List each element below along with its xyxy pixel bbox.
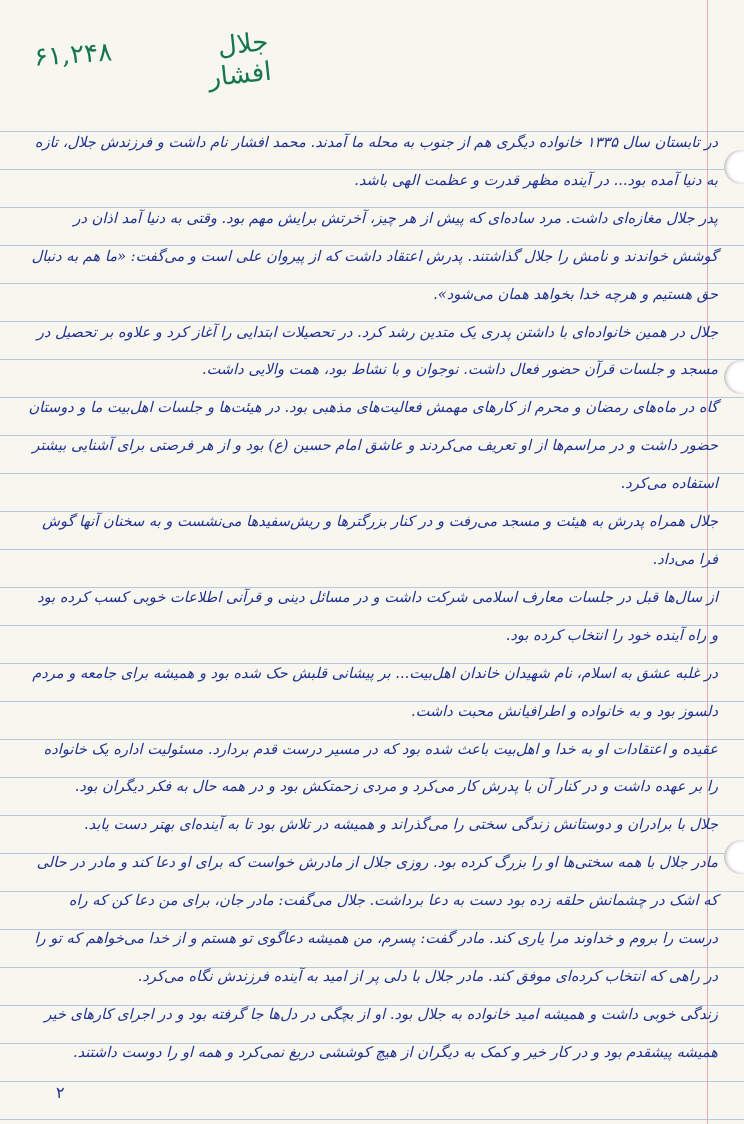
paragraph: پدر جلال مغازه‌ای داشت. مرد ساده‌ای که پیش از هر چیز، آخرتش برایش مهم بود. وقتی به دنیا آمد اذان در گوشش خواندند و نامش را جلال گذاشتند. پدرش اعتقاد داشت که از پیروان علی است و می‌گفت: «ما هم به دنبال حق هستیم و هرچه خدا بخواهد همان می‌شود». [31,209,718,303]
paragraph: جلال همراه پدرش به هیئت و مسجد می‌رفت و در کنار بزرگترها و ریش‌سفیدها می‌نشست و به سخنان آنها گوش فرا می‌داد. [42,513,718,568]
paragraph: از سال‌ها قبل در جلسات معارف اسلامی شرکت داشت و در مسائل دینی و قرآنی اطلاعات خوبی کسب کرده بود و راه آینده خود را انتخاب کرده بود. [37,588,718,644]
punch-hole [724,360,744,394]
paragraph: عقیده و اعتقادات او به خدا و اهل‌بیت باعث شده بود که در مسیر درست قدم بردارد. مسئولیت اداره یک خانواده را بر عهده داشت و در کنار آن با پدرش کار می‌کرد و مردی زحمتکش بود و در همه حال به فکر دیگران بود. [43,740,718,796]
punch-hole [724,840,744,874]
punch-hole [724,150,744,184]
paragraph: در غلبه عشق به اسلام، نام شهیدان خاندان اهل‌بیت... بر پیشانی قلبش حک شده بود و همیشه برای جامعه و مردم دلسوز بود و به خانواده و اطرافیانش محبت داشت. [32,664,718,720]
paragraph: جلال در همین خانواده‌ای با داشتن پدری یک متدین رشد کرد. در تحصیلات ابتدایی را آغاز کرد و علاوه بر تحصیل در مسجد و جلسات قرآن حضور فعال داشت. نوجوان و با نشاط بود، همت والایی داشت. [36,323,718,379]
paragraph: جلال با برادران و دوستانش زندگی سختی را می‌گذراند و همیشه در تلاش بود تا به آینده‌ای بهتر دست یابد. [84,816,718,834]
page-number: ۲ [56,1083,65,1102]
paragraph: در تابستان سال ۱۳۳۵ خانواده دیگری هم از جنوب به محله ما آمدند. محمد افشار نام داشت و فرزندش جلال، تازه به دنیا آمده بود... در آینده مظهر قدرت و عظمت الهی باشد. [34,134,718,189]
header-name: جلال افشار [206,26,273,94]
paragraph: مادر جلال با همه سختی‌ها او را بزرگ کرده بود. روزی جلال از مادرش خواست که برای او دعا کند و مادر در حالی که اشک در چشمانش حلقه زده بود دست به دعا برداشت. جلال می‌گفت: مادر جان، برای من دعا کن که راه درست را بروم و خداوند مرا یاری کند. مادر گفت: پسرم، من همیشه دعاگوی تو هستم و از خدا می‌خواهم که تو را در راهی که انتخاب کرده‌ای موفق کند. مادر جلال با دلی پر از امید به آینده فرزندش نگاه می‌کرد. [34,854,718,985]
handwritten-text [28,124,718,1072]
header-note [30,18,273,94]
paragraph: گاه در ماه‌های رمضان و محرم از کارهای مهمش فعالیت‌های مذهبی بود. در هیئت‌ها و جلسات اهل‌بیت ما و دوستان حضور داشت و در مراسم‌ها از او تعریف می‌کردند و عاشق امام حسین (ع) بود و از هر فرصتی برای آشنایی بیشتر استفاده می‌کرد. [28,399,718,493]
paragraph: زندگی خوبی داشت و همیشه امید خانواده به جلال بود. او از بچگی در دل‌ها جا گرفته بود و در اجرای کارهای خیر همیشه پیشقدم بود و در کار خیر و کمک به دیگران از هیچ کوششی دریغ نمی‌کرد و همه او را دوست داشتند. [44,1005,718,1061]
header-record-number: ۶۱,۲۴۸ [33,37,114,73]
